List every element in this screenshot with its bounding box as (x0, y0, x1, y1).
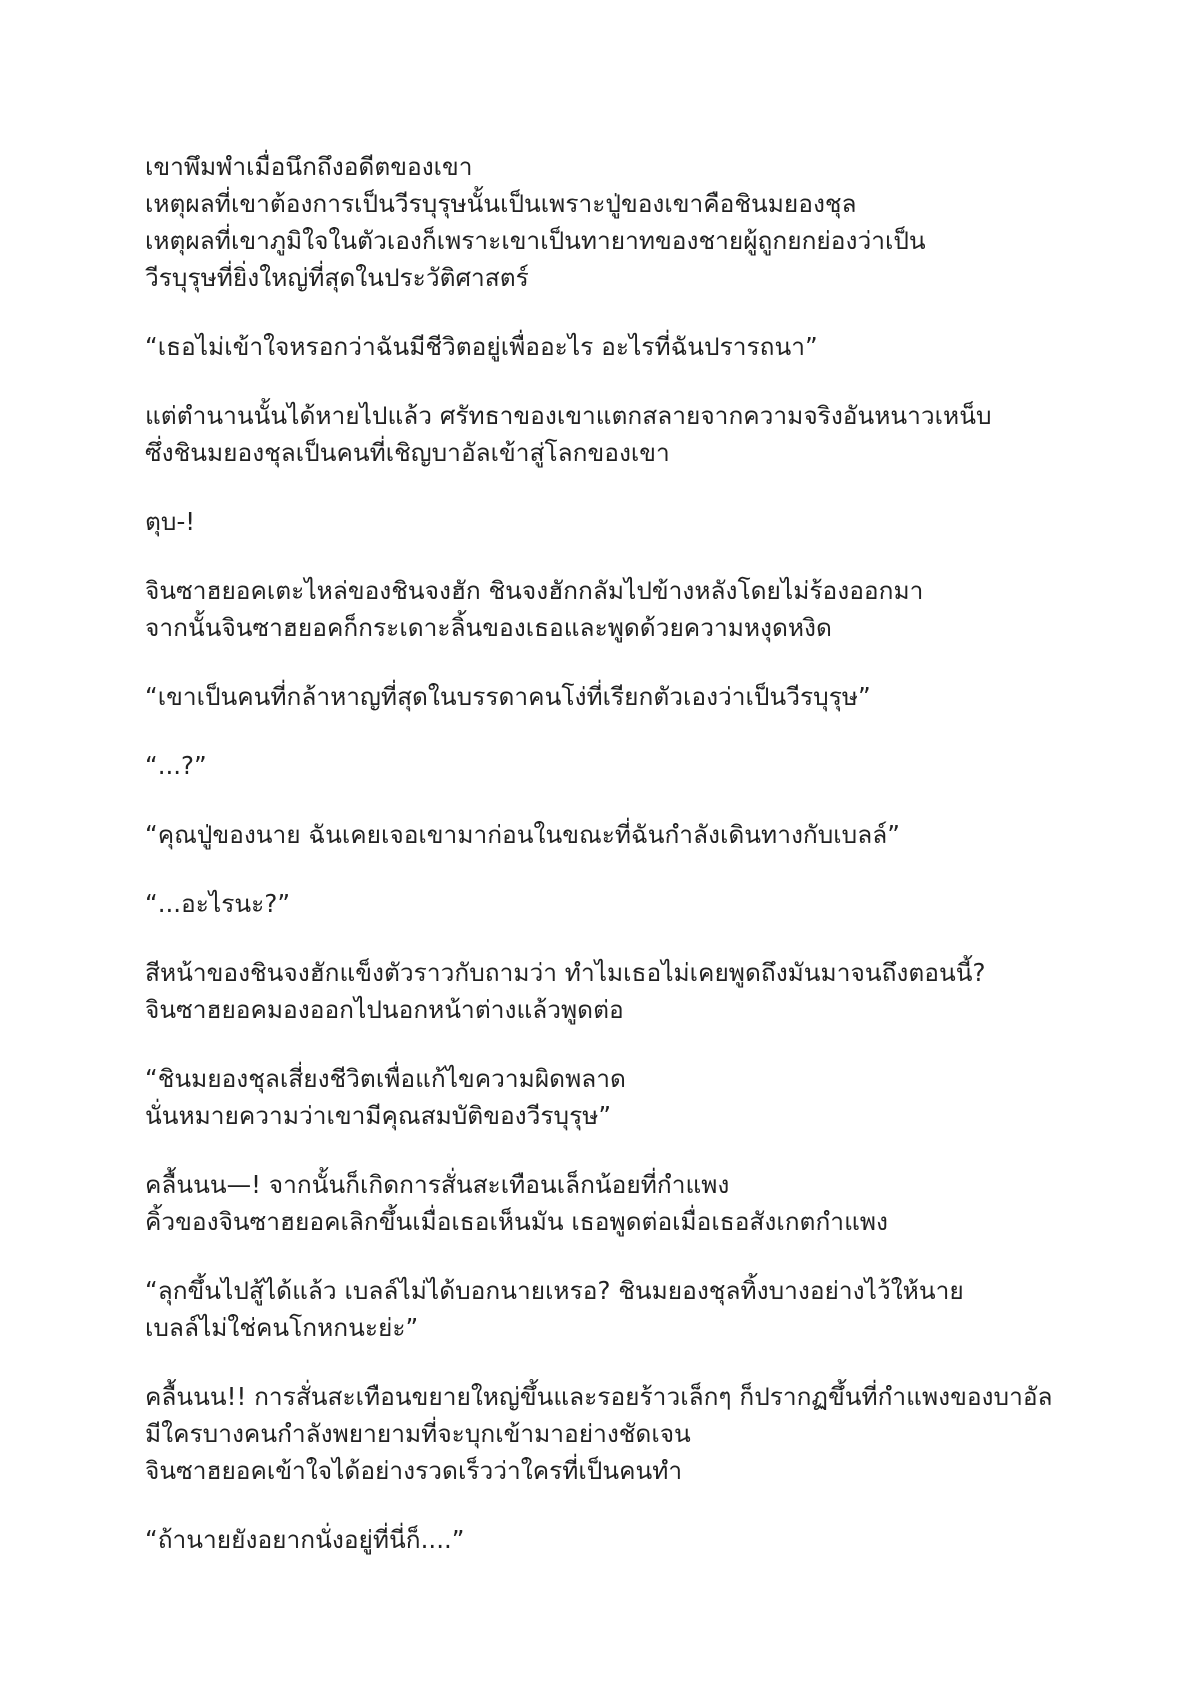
text-line: “เขาเป็นคนที่กล้าหาญที่สุดในบรรดาคนโง่ที่เรียกตัวเองว่าเป็นวีรบุรุษ” (145, 682, 871, 711)
text-line: วีรบุรุษที่ยิ่งใหญ่ที่สุดในประวัติศาสตร์ (145, 263, 529, 292)
paragraph (145, 1166, 1135, 1240)
text-line: เขาพึมพำเมื่อนึกถึงอดีตของเขา (145, 152, 473, 181)
text-line: จากนั้นจินซาฮยอคก็กระเดาะลิ้นของเธอและพูดด้วยความหงุดหงิด (145, 613, 832, 642)
paragraph (145, 954, 1135, 1028)
text-line: มีใครบางคนกำลังพยายามที่จะบุกเข้ามาอย่างชัดเจน (145, 1419, 691, 1448)
text-line: แต่ตำนานนั้นได้หายไปแล้ว ศรัทธาของเขาแตกสลายจากความจริงอันหนาวเหน็บ (145, 401, 992, 430)
paragraph (145, 572, 1135, 646)
text-line: สีหน้าของชินจงฮักแข็งตัวราวกับถามว่า ทำไมเธอไม่เคยพูดถึงมันมาจนถึงตอนนี้? (145, 958, 986, 987)
paragraph (145, 1272, 1135, 1346)
text-line: “คุณปู่ของนาย ฉันเคยเจอเขามาก่อนในขณะที่ฉันกำลังเดินทางกับเบลล์” (145, 820, 900, 849)
text-line: “ถ้านายยังอยากนั่งอยู่ที่นี่ก็....” (145, 1525, 465, 1554)
paragraph (145, 1378, 1135, 1489)
text-line: เหตุผลที่เขาต้องการเป็นวีรบุรุษนั้นเป็นเพราะปู่ของเขาคือชินมยองชุล (145, 189, 857, 218)
text-line: ซึ่งชินมยองชุลเป็นคนที่เชิญบาอัลเข้าสู่โลกของเขา (145, 438, 670, 467)
text-line: เหตุผลที่เขาภูมิใจในตัวเองก็เพราะเขาเป็นทายาทของชายผู้ถูกยกย่องว่าเป็น (145, 226, 926, 255)
text-line: “...?” (145, 751, 207, 780)
paragraph (145, 747, 1135, 784)
paragraph (145, 328, 1135, 365)
text-line: “ลุกขึ้นไปสู้ได้แล้ว เบลล์ไม่ได้บอกนายเหรอ? ชินมยองชุลทิ้งบางอย่างไว้ให้นาย (145, 1276, 964, 1305)
paragraph (145, 1060, 1135, 1134)
text-line: ตุบ-! (145, 507, 196, 536)
text-line: จินซาฮยอคมองออกไปนอกหน้าต่างแล้วพูดต่อ (145, 995, 624, 1024)
paragraph (145, 885, 1135, 922)
text-line: จินซาฮยอคเข้าใจได้อย่างรวดเร็วว่าใครที่เป็นคนทำ (145, 1456, 683, 1485)
paragraph (145, 397, 1135, 471)
paragraph (145, 148, 1135, 296)
paragraph (145, 678, 1135, 715)
text-line: “เธอไม่เข้าใจหรอกว่าฉันมีชีวิตอยู่เพื่ออะไร อะไรที่ฉันปรารถนา” (145, 332, 818, 361)
text-line: เบลล์ไม่ใช่คนโกหกนะย่ะ” (145, 1313, 419, 1342)
text-line: จินซาฮยอคเตะไหล่ของชินจงฮัก ชินจงฮักกลัมไปข้างหลังโดยไม่ร้องออกมา (145, 576, 924, 605)
text-line: คิ้วของจินซาฮยอคเลิกขึ้นเมื่อเธอเห็นมัน เธอพูดต่อเมื่อเธอสังเกตกำแพง (145, 1207, 888, 1236)
paragraph (145, 816, 1135, 853)
paragraph (145, 1521, 1135, 1558)
text-line: “ชินมยองชุลเสี่ยงชีวิตเพื่อแก้ไขความผิดพลาด (145, 1064, 626, 1093)
paragraph (145, 503, 1135, 540)
text-line: คลื้นนน—! จากนั้นก็เกิดการสั่นสะเทือนเล็กน้อยที่กำแพง (145, 1170, 730, 1199)
text-line: คลื้นนน!! การสั่นสะเทือนขยายใหญ่ขึ้นและรอยร้าวเล็กๆ ก็ปรากฏขึ้นที่กำแพงของบาอัล (145, 1382, 1053, 1411)
document-page (145, 148, 1135, 1590)
text-line: “...อะไรนะ?” (145, 889, 291, 918)
text-line: นั่นหมายความว่าเขามีคุณสมบัติของวีรบุรุษ” (145, 1101, 612, 1130)
